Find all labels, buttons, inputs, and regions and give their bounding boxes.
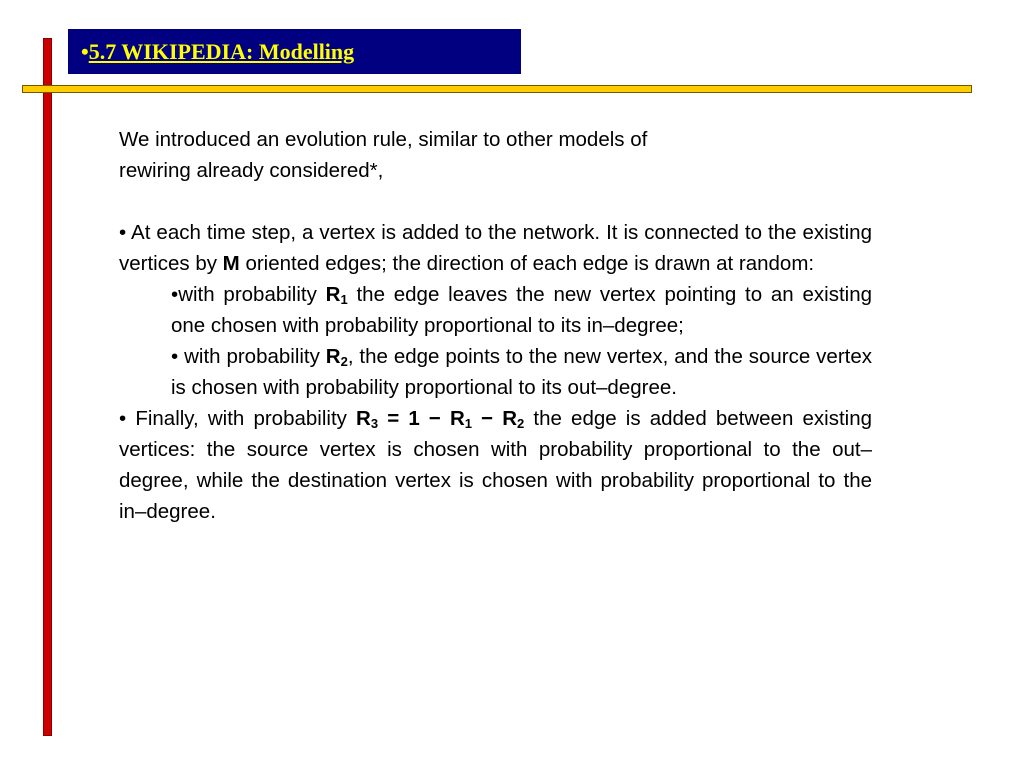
prob-subscript: 1: [340, 292, 348, 307]
sub-bullet-r2: [119, 341, 872, 403]
intro-line-2: rewiring already considered*,: [119, 159, 384, 182]
formula-sub: 2: [517, 416, 525, 431]
intro-line-1: We introduced an evolution rule, similar to other models of: [119, 128, 648, 151]
bullet-mark: •: [171, 283, 179, 306]
spacer: [119, 186, 872, 217]
bullet-mark: •: [119, 407, 127, 430]
formula-sub: 1: [464, 416, 472, 431]
sub-text-b: the edge leaves the new vertex pointing to an existing one chosen with probability proportional to its in–degree;: [171, 283, 872, 337]
slide-title-box: [68, 29, 521, 74]
slide-title: 5.7 WIKIPEDIA: Modelling: [88, 39, 355, 64]
formula-r3: [356, 407, 524, 430]
prob-r: R: [325, 283, 341, 306]
formula-r: R: [356, 407, 371, 430]
left-red-bar: [43, 38, 52, 736]
sub-text-a: with probability: [178, 283, 326, 306]
sub-text-a: with probability: [178, 345, 326, 368]
bullet-mark: •: [119, 221, 127, 244]
edge-count-m: M: [222, 252, 240, 275]
title-bullet: •: [81, 39, 89, 64]
bullet-text-b: the edge is added between existing vertices: the source vertex is chosen with probability proportional to the out–degree, while the destination vertex is chosen with probability proportional to the in–degree.: [119, 407, 872, 523]
slide-body: [119, 124, 872, 527]
bullet-text-a: At each time step, a vertex is added to the network. It is connected to the existing vertices by: [119, 221, 872, 275]
formula-part: = 1 − R: [378, 407, 465, 430]
formula-sub: 3: [370, 416, 379, 431]
bullet-text-b: oriented edges; the direction of each edge is drawn at random:: [239, 252, 815, 275]
formula-part: − R: [472, 407, 518, 430]
bullet-text-a: Finally, with probability: [126, 407, 357, 430]
sub-text-b: , the edge points to the new vertex, and the source vertex is chosen with probability proportional to its out–degree.: [171, 345, 872, 399]
prob-subscript: 2: [340, 354, 348, 369]
bullet-time-step: [119, 217, 872, 279]
bullet-mark: •: [171, 345, 179, 368]
sub-bullet-r1: [119, 279, 872, 341]
header-divider-line: [22, 85, 972, 93]
prob-r: R: [325, 345, 341, 368]
bullet-finally: [119, 403, 872, 527]
